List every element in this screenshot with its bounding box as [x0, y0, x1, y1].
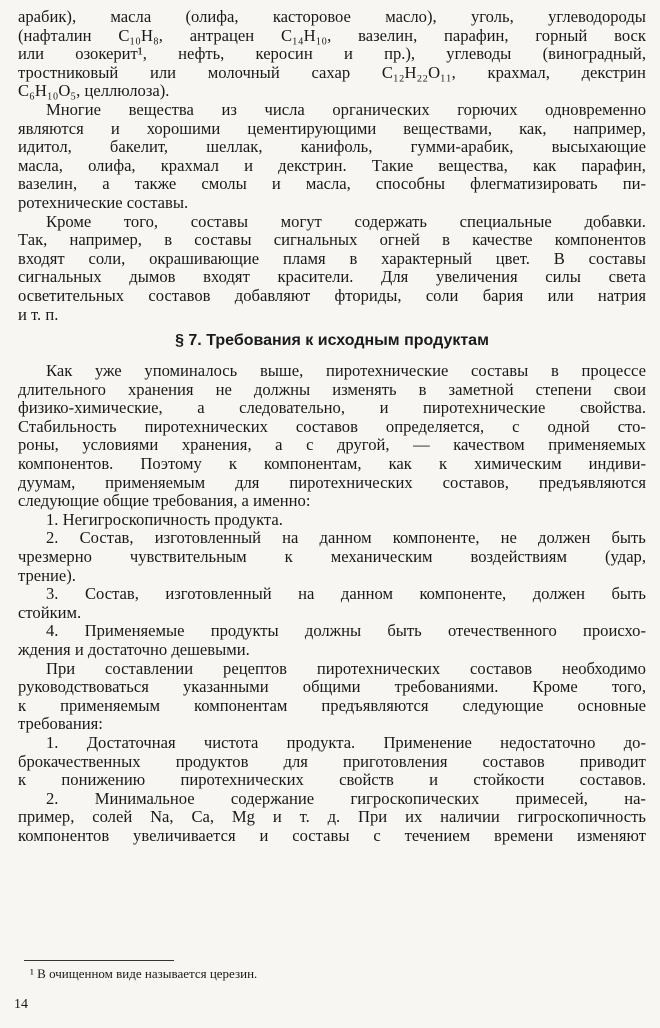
specific-requirements-list [18, 734, 646, 846]
text-line: длительного хранения не должны изменять в заметной степени свои [18, 379, 646, 399]
text-line: являются и хорошими цементирующими веществами, как, например, [18, 118, 646, 138]
text-line: масла, олифа, крахмал и декстрин. Такие вещества, как парафин, [18, 155, 646, 175]
text-line: сигнальных дымов входят красители. Для увеличения силы света [18, 267, 646, 287]
paragraph-additives [18, 213, 646, 325]
text-line: пример, солей Na, Ca, Mg и т. д. При их наличии гигроскопичность [18, 807, 646, 827]
text-line: Как уже упоминалось выше, пиротехнические составы в процессе [46, 361, 646, 381]
list-item: 1. Негигроскопичность продукта. [46, 509, 283, 529]
text-line: к понижению пиротехнических свойств и стойкости составов. [18, 770, 646, 790]
text-line: входят соли, окрашивающие пламя в характерный цвет. В составы [18, 248, 646, 268]
text-line: арабик), масла (олифа, касторовое масло), уголь, углеводороды [18, 7, 646, 26]
text-line: стойким. [18, 602, 82, 622]
text-line: руководствоваться указанными общими требованиями. Кроме того, [18, 677, 646, 697]
list-item: 2. Состав, изготовленный на данном компоненте, не должен быть [46, 528, 646, 548]
paragraph-component-requirements [18, 660, 646, 734]
footnote-divider [24, 960, 174, 961]
text-line: или озокерит¹, нефть, керосин и пр.), углеводы (виноградный, [18, 44, 646, 64]
text-line: чрезмерно чувствительным к механическим воздействиям (удар, [18, 547, 646, 567]
text-line: При составлении рецептов пиротехнических составов необходимо [46, 658, 646, 678]
paragraph-requirements-intro [18, 362, 646, 511]
general-requirements-list [18, 511, 646, 660]
text-line: (нафталин C₁₀H₈, антрацен C₁₄H₁₀, вазелин, парафин, горный воск [18, 25, 646, 45]
text-line: и т. п. [18, 304, 59, 324]
text-line: к применяемым компонентам предъявляются следующие основные [18, 695, 646, 715]
paragraph-fuels-list [18, 8, 646, 101]
page-body [18, 8, 646, 846]
text-line: компонентов увеличивается и составы с течением времени изменяют [18, 825, 646, 845]
text-line: ротехнические составы. [18, 192, 189, 212]
page-number: 14 [14, 997, 28, 1012]
footnote: ¹ В очищенном виде называется церезин. [30, 966, 258, 981]
text-line: физико-химические, а следовательно, и пиротехнические свойства. [18, 398, 646, 418]
text-line: следующие общие требования, а именно: [18, 491, 311, 511]
text-line: ждения и достаточно дешевыми. [18, 640, 250, 659]
text-line: тростниковый или молочный сахар C₁₂H₂₂O₁₁, крахмал, декстрин [18, 62, 646, 82]
text-line: трение). [18, 565, 76, 585]
text-line: брокачественных продуктов для приготовления составов приводит [18, 751, 646, 771]
list-item: 2. Минимальное содержание гигроскопических примесей, на- [46, 788, 646, 808]
text-line: вазелин, а также смолы и масла, способны флегматизировать пи- [18, 174, 646, 194]
text-line: идитол, бакелит, шеллак, канифоль, гумми-арабик, высыхающие [18, 137, 646, 157]
paragraph-cementing-substances [18, 101, 646, 213]
text-line: осветительных составов добавляют фториды, соли бария или натрия [18, 285, 646, 305]
text-line: Так, например, в составы сигнальных огней в качестве компонентов [18, 230, 646, 250]
text-line: Кроме того, составы могут содержать специальные добавки. [46, 211, 646, 231]
section-heading: § 7. Требования к исходным продуктам [175, 332, 489, 350]
list-item: 1. Достаточная чистота продукта. Применение недостаточно до- [46, 732, 646, 752]
text-line: Стабильность пиротехнических составов определяется, с одной сто- [18, 416, 646, 436]
text-line: Многие вещества из числа органических горючих одновременно [46, 99, 646, 119]
text-line: требования: [18, 714, 103, 734]
list-item: 3. Состав, изготовленный на данном компоненте, должен быть [46, 584, 646, 604]
list-item: 4. Применяемые продукты должны быть отечественного происхо- [46, 621, 646, 641]
text-line: дуумам, применяемым для пиротехнических составов, предъявляются [18, 472, 646, 492]
text-line: C₆H₁₀O₅, целлюлоза). [18, 81, 170, 101]
text-line: компонентов. Поэтому к компонентам, как к химическим индиви- [18, 454, 646, 474]
text-line: роны, условиями хранения, а с другой, — качеством применяемых [18, 435, 646, 455]
